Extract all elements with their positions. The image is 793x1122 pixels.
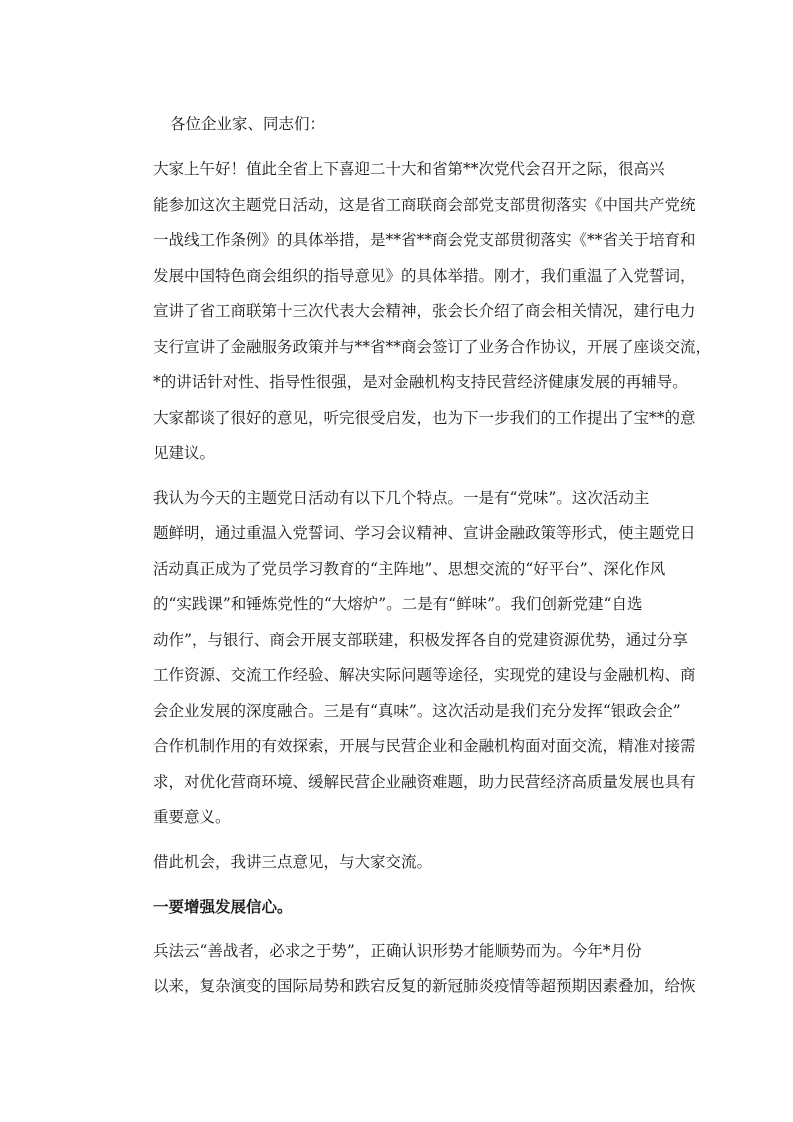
document-body xyxy=(151,107,712,1014)
text-line: 一要增强发展信心。 xyxy=(153,897,293,916)
text-line: 会企业发展的深度融合。三是有“真味”。这次活动是我们充分发挥“银政会企” xyxy=(153,701,681,720)
text-line: 工作资源、交流工作经验、解决实际问题等途径，实现党的建设与金融机构、商 xyxy=(153,666,696,684)
text-line: 以来，复杂演变的国际局势和跌宕反复的新冠肺炎疫情等超预期因素叠加，给恢 xyxy=(153,977,696,995)
text-line: 见建议。 xyxy=(153,444,216,462)
text-line: 大家都谈了很好的意见，听完很受启发，也为下一步我们的工作提出了宝**的意 xyxy=(153,408,696,427)
text-line: 我认为今天的主题党日活动有以下几个特点。一是有“党味”。这次活动主 xyxy=(153,488,650,507)
salutation: 各位企业家、同志们： xyxy=(170,115,326,133)
text-line: 大家上午好！值此全省上下喜迎二十大和省第**次党代会召开之际，很高兴 xyxy=(153,160,665,178)
text-line: 动作”，与银行、商会开展支部联建，积极发挥各自的党建资源优势，通过分享 xyxy=(153,630,688,649)
text-line: 求，对优化营商环境、缓解民营企业融资难题，助力民营经济高质量发展也具有 xyxy=(153,772,696,791)
text-line: 题鲜明，通过重温入党誓词、学习会议精神、宣讲金融政策等形式，使主题党日 xyxy=(153,524,696,542)
paragraph xyxy=(151,152,712,472)
paragraph xyxy=(151,845,691,881)
text-line: 合作机制作用的有效探索，开展与民营企业和金融机构面对面交流，精准对接需 xyxy=(153,737,696,755)
text-line: *的讲话针对性、指导性很强，是对金融机构支持民营经济健康发展的再辅导。 xyxy=(153,373,688,391)
section-heading xyxy=(151,889,691,925)
text-line: 支行宣讲了金融服务政策并与**省**商会签订了业务合作协议，开展了座谈交流， xyxy=(153,337,712,356)
text-line: 的“实践课”和锤炼党性的“大熔炉”。二是有“鲜味”。我们创新党建“自选 xyxy=(153,595,643,613)
text-line: 发展中国特色商会组织的指导意见》的具体举措。刚才，我们重温了入党誓词， xyxy=(153,266,696,285)
text-line: 借此机会，我讲三点意见，与大家交流。 xyxy=(153,852,433,871)
paragraph xyxy=(151,934,696,1005)
text-line: 兵法云“善战者，必求之于势”，正确认识形势才能顺势而为。今年*月份 xyxy=(153,941,642,960)
text-line: 宣讲了省工商联第十三次代表大会精神，张会长介绍了商会相关情况，建行电力 xyxy=(153,302,696,320)
text-line: 能参加这次主题党日活动，这是省工商联商会部党支部贯彻落实《中国共产党统 xyxy=(153,195,696,214)
text-line: 重要意义。 xyxy=(153,808,231,826)
text-line: 活动真正成为了党员学习教育的“主阵地”、思想交流的“好平台”、深化作风 xyxy=(153,559,666,578)
paragraph-list xyxy=(151,152,712,1005)
text-line: 一战线工作条例》的具体举措，是**省**商会党支部贯彻落实《**省关于培育和 xyxy=(153,231,696,249)
paragraph xyxy=(151,481,696,836)
